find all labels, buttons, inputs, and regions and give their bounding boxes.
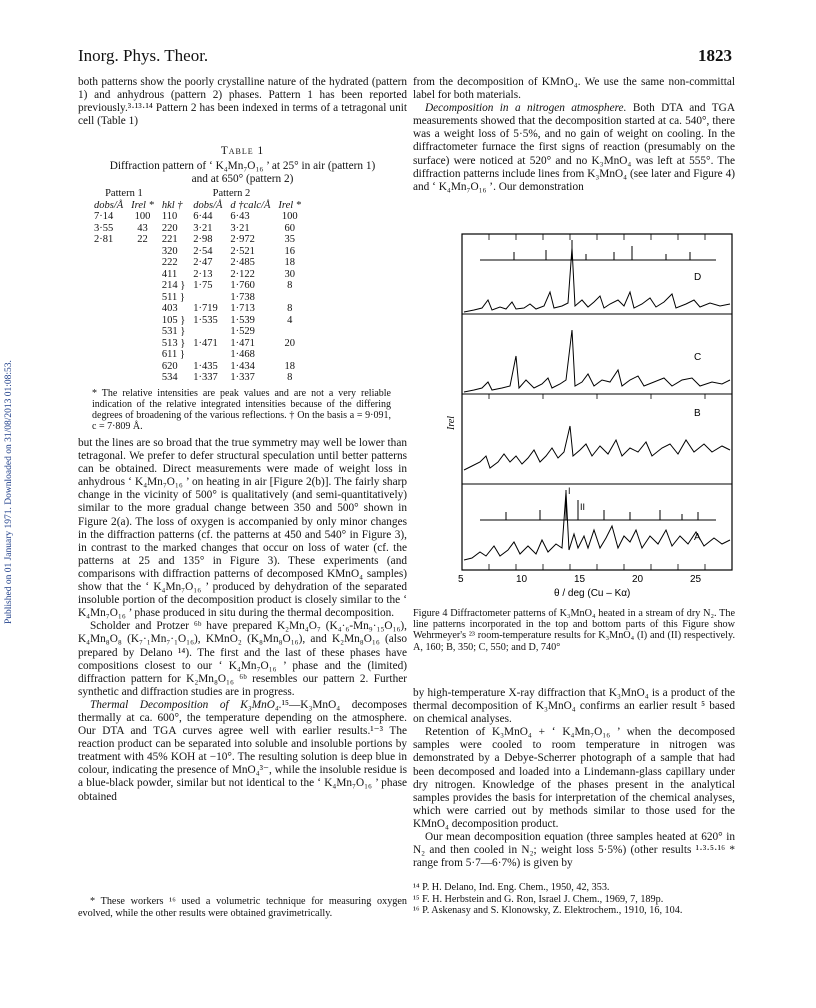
table-cell: 8	[287, 280, 293, 292]
table-row	[90, 234, 305, 246]
footnote-text: * These workers ¹⁶ used a volumetric technique for measuring oxygen evolved, while the other results were obtained gravimetrically.	[78, 896, 407, 919]
col-header: hkl †	[161, 199, 183, 211]
table-cell: 2·972	[230, 234, 255, 246]
table-cell: 511 }	[161, 291, 185, 303]
right-para-5: Our mean decomposition equation (three samples heated at 620° in N₂ and then cooled in N₂; weight loss 5·5%) (other results ¹·³·⁵·¹⁶ * range from 5·7—6·7%) is given by	[413, 831, 735, 870]
table-cell: 22	[137, 234, 148, 246]
table-cell	[127, 326, 158, 338]
table-cell: 43	[137, 222, 148, 234]
table-cell: 7·14	[94, 211, 114, 223]
table-cell	[127, 349, 158, 361]
col-header: dobs/Å	[193, 199, 223, 211]
table-row	[90, 292, 305, 304]
label-A: A	[694, 532, 701, 543]
table-cell: 531 }	[161, 326, 186, 338]
table-cell	[127, 280, 158, 292]
table-row	[90, 257, 305, 269]
table-row	[90, 211, 305, 223]
table-cell	[127, 246, 158, 258]
table-title: Table 1	[220, 145, 265, 157]
table-cell	[127, 315, 158, 327]
left-body	[78, 437, 407, 804]
x-axis-label: θ / deg (Cu – Kα)	[554, 588, 631, 599]
table-cell: 20	[284, 337, 295, 349]
table-cell: 320	[161, 245, 178, 257]
table-cell: 16	[284, 245, 295, 257]
table-cell: 1·468	[230, 349, 255, 361]
right-para-3: by high-temperature X-ray diffraction that K₃MnO₄ is a product of the thermal decomposition of K₃MnO₄ confirms an earlier result ⁵ based on chemical analyses.	[413, 687, 735, 726]
sidebar-text: Published on 01 January 1971. Downloaded on 31/08/2013 01:08:53.	[4, 360, 14, 624]
table-row	[90, 223, 305, 235]
references	[413, 882, 735, 917]
group-pattern-1: Pattern 1	[105, 188, 143, 200]
table-cell: 60	[284, 222, 295, 234]
table-cell	[90, 361, 127, 373]
line-pattern-I	[480, 240, 716, 260]
download-sidebar	[4, 264, 18, 624]
label-C: C	[694, 352, 702, 363]
table-cell	[189, 292, 226, 304]
table-row	[90, 361, 305, 373]
table-cell	[189, 326, 226, 338]
table-row	[90, 372, 305, 384]
table-cell	[90, 280, 127, 292]
right-para-2-heading: Decomposition in a nitrogen atmosphere.	[425, 102, 627, 115]
table-cell: 221	[161, 234, 178, 246]
reference-item: ¹⁶ P. Askenasy and S. Klonowsky, Z. Elektrochem., 1910, 16, 104.	[413, 905, 683, 917]
table-cell: 411	[161, 268, 178, 280]
table-note: * The relative intensities are peak values and are not a very reliable indication of the relative integrated intensities because of the differing degrees of broadening of the various reflections. † On the basis a = 9·091, c = 7·809 Å.	[92, 387, 391, 432]
table-row	[90, 303, 305, 315]
left-column	[78, 76, 407, 128]
table-cell: 1·719	[193, 303, 218, 315]
table-caption: Diffraction pattern of ‘ K₄Mn₇O₁₆ ’ at 25° in air (pattern 1) and at 650° (pattern 2)	[109, 160, 376, 186]
figure-4	[446, 230, 740, 610]
table-cell: 1·738	[230, 291, 255, 303]
table-cell	[90, 326, 127, 338]
table-cell: 1·471	[193, 337, 218, 349]
table-cell	[127, 257, 158, 269]
table-row	[90, 349, 305, 361]
table-cell: 403	[161, 303, 178, 315]
left-para-1: both patterns show the poorly crystalline nature of the hydrated (pattern 1) and anhydrous (pattern 2) phases. Pattern 1 has been reported previously.³·¹³·¹⁴ Pattern 2 has been indexed in terms of a tetragonal unit cell (Table 1)	[78, 76, 407, 128]
left-para-2: but the lines are so broad that the true symmetry may well be lower than tetragonal. We prefer to defer structural speculation until better patterns can be obtained. Direct measurements were made of weight loss in anhydrous ‘ K₄Mn₇O₁₆ ’ on heating in air [Figure 2(b)]. The fairly sharp change in the vicinity of 500° is qualitatively (and semi-quantitatively) similar to the more gradual change between 350 and 500° shown in Figure 2(a). The loss of oxygen is accompanied by only minor changes in the diffraction patterns (cf. the patterns at 450 and 540° in Figure 3), in contrast to the marked changes that occur on loss of water (cf. the patterns at 25 and 135° in Figure 3). These experiments (and comparisons with diffraction patterns of decomposed KMnO₄ samples) show that the ‘ K₄Mn₇O₁₆ ’ produced by dehydration of the separated insoluble portion of the decomposition product is closely similar to the ‘ K₄Mn₇O₁₆ ’ phase produced in situ during the thermal decomposition.	[78, 437, 407, 620]
table-cell: 611 }	[161, 349, 185, 361]
table-cell	[90, 315, 127, 327]
left-footnote	[78, 896, 407, 919]
table-row	[90, 315, 305, 327]
table-cell: 3·21	[230, 222, 250, 234]
table-cell	[127, 269, 158, 281]
x-tick-label: 20	[632, 574, 644, 585]
table-1	[78, 145, 407, 432]
table-cell: 2·54	[193, 245, 213, 257]
table-cell: 6·43	[230, 211, 250, 223]
label-II: II	[580, 502, 586, 512]
table-cell	[90, 338, 127, 350]
table-grid	[90, 188, 305, 384]
table-cell: 1·535	[193, 314, 218, 326]
label-D: D	[694, 272, 702, 283]
table-cell: 110	[161, 211, 178, 223]
table-cell	[90, 269, 127, 281]
table-cell: 1·471	[230, 337, 255, 349]
table-cell: 2·122	[230, 268, 255, 280]
table-cell: 4	[287, 314, 293, 326]
table-cell: 6·44	[193, 211, 213, 223]
right-para-1: from the decomposition of KMnO₄. We use the same non-committal label for both materials.	[413, 76, 735, 102]
table-row	[90, 246, 305, 258]
group-pattern-2: Pattern 2	[212, 188, 251, 200]
x-tick-label: 10	[516, 574, 528, 585]
table-cell	[90, 292, 127, 304]
table-cell: 1·713	[230, 303, 255, 315]
table-cell: 2·485	[230, 257, 255, 269]
journal-title: Inorg. Phys. Theor.	[78, 46, 209, 65]
x-tick-label: 25	[690, 574, 702, 585]
x-tick-label: 5	[458, 574, 464, 585]
trace-A	[464, 492, 730, 560]
table-cell	[274, 292, 305, 304]
table-cell: 2·98	[193, 234, 213, 246]
label-B: B	[694, 408, 701, 419]
trace-C	[464, 330, 730, 392]
table-cell	[127, 292, 158, 304]
table-cell	[274, 326, 305, 338]
col-header: d †calc/Å	[230, 199, 271, 211]
table-cell: 1·435	[193, 360, 218, 372]
left-para-3: Scholder and Protzer ⁶ᵇ have prepared K₂Mn₄O₇ (K₄·₆-Mn₉·₁₅O₁₆), K₄Mn₈O₈ (K₇·₁Mn₇·₁O₁₆), KMnO₂ (K₈Mn₈O₁₆), and K₂Mn₈O₁₆ (also prepared by Delano ¹⁴). The first and the last of these phases have compositions closest to our ‘ K₄Mn₇O₁₆ ’ phase and the (limited) diffraction pattern for K₂Mn₈O₁₆ ⁶ᵇ resembles our pattern 2. Further synthetic and diffraction studies are in progress.	[78, 620, 407, 698]
table-cell: 1·337	[193, 372, 218, 384]
left-para-4: ¹⁵—K₃MnO₄ decomposes thermally at ca. 600°, the temperature depending on the atmosphere. Our DTA and TGA curves agree well with earlier results.¹⁻³ The reaction product can be separated into soluble and insoluble portions by treatment with 45% KOH at −10°. The resulting solution is deep blue in colour, indicating the presence of MnO₄³⁻, while the insoluble residue is a blue-black powder, similar but not identical to the ‘ K₄Mn₇O₁₆ ’ phase obtained	[78, 698, 407, 803]
table-cell	[189, 349, 226, 361]
left-para-4-heading: Thermal Decomposition of K₃MnO₄.	[90, 698, 282, 711]
col-header: Irel *	[131, 199, 154, 211]
table-cell: 220	[161, 222, 178, 234]
col-header: Irel *	[278, 199, 302, 211]
table-cell: 1·337	[230, 372, 255, 384]
table-cell: 2·13	[193, 268, 213, 280]
table-cell: 534	[161, 372, 178, 384]
table-cell: 3·21	[193, 222, 213, 234]
y-axis-label: Irel	[446, 415, 457, 430]
label-I: I	[568, 486, 571, 496]
table-row	[90, 338, 305, 350]
reference-item: ¹⁴ P. H. Delano, Ind. Eng. Chem., 1950, 42, 353.	[413, 882, 610, 893]
table-cell: 2·81	[94, 234, 114, 246]
table-cell: 30	[284, 268, 295, 280]
table-cell: 35	[284, 234, 295, 246]
table-cell	[90, 303, 127, 315]
table-cell	[274, 349, 305, 361]
right-para-4: Retention of K₃MnO₄ + ‘ K₄Mn₇O₁₆ ’ when the decomposed samples were cooled to room temperature in nitrogen was demonstrated by a Debye-Scherrer photograph of a sample that had been decomposed and loaded into a Lindemann-glass capillary under dry nitrogen. Knowledge of the phases present in the analytical samples provides the basis for interpretation of the chemical analyses, which were carried out by methods similar to those used for the KMnO₄ decomposition product.	[413, 726, 735, 830]
table-cell	[90, 349, 127, 361]
trace-B	[464, 426, 730, 470]
table-cell: 1·75	[193, 280, 213, 292]
right-top	[413, 76, 735, 194]
reference-item: ¹⁵ F. H. Herbstein and G. Ron, Israel J. Chem., 1969, 7, 189p.	[413, 893, 664, 905]
figure-4-caption: Figure 4 Diffractometer patterns of K₃MnO₄ heated in a stream of dry N₂. The line patterns incorporated in the top and bottom parts of this Figure show Wehrmeyer's ²³ room-temperature results for K₃MnO₄ (I) and (II) respectively. A, 160; B, 350; C, 550; and D, 740°	[413, 608, 735, 653]
table-cell: 2·521	[230, 245, 255, 257]
table-row	[90, 269, 305, 281]
table-cell	[127, 361, 158, 373]
table-cell	[90, 372, 127, 384]
table-cell	[127, 303, 158, 315]
table-cell	[90, 246, 127, 258]
table-row	[90, 280, 305, 292]
table-cell: 214 }	[161, 280, 186, 292]
table-cell: 100	[134, 211, 151, 223]
table-cell	[127, 338, 158, 350]
table-cell: 8	[287, 303, 293, 315]
table-cell: 1·529	[230, 326, 255, 338]
table-cell	[127, 372, 158, 384]
table-cell: 18	[284, 257, 295, 269]
line-pattern-II	[480, 490, 716, 520]
table-cell: 100	[281, 211, 298, 223]
table-cell: 620	[161, 360, 178, 372]
page-number: 1823	[698, 46, 732, 65]
table-cell: 1·539	[230, 314, 255, 326]
table-cell: 3·55	[94, 222, 114, 234]
table-cell: 105 }	[161, 314, 186, 326]
table-cell: 513 }	[161, 337, 186, 349]
table-cell: 1·434	[230, 360, 255, 372]
table-row	[90, 326, 305, 338]
table-cell: 222	[161, 257, 178, 269]
table-cell: 2·47	[193, 257, 213, 269]
col-header: dobs/Å	[94, 199, 124, 211]
table-cell: 18	[284, 360, 295, 372]
table-cell	[90, 257, 127, 269]
right-para-2: Both DTA and TGA measurements showed that the decomposition started at ca. 540°, there was a weight loss of 5·5%, and no gain of weight on cooling. In the diffractometer furnace the first signs of reaction (presumably on the surface) were noticed at 520° and no K₃MnO₄ was left at 555°. The diffraction patterns include lines from K₃MnO₄ (see later and Figure 4) and ‘ K₄Mn₇O₁₆ ’. Our demonstration	[413, 102, 735, 193]
table-cell: 8	[287, 372, 293, 384]
x-tick-label: 15	[574, 574, 586, 585]
table-cell: 1·760	[230, 280, 255, 292]
right-body	[413, 687, 735, 870]
